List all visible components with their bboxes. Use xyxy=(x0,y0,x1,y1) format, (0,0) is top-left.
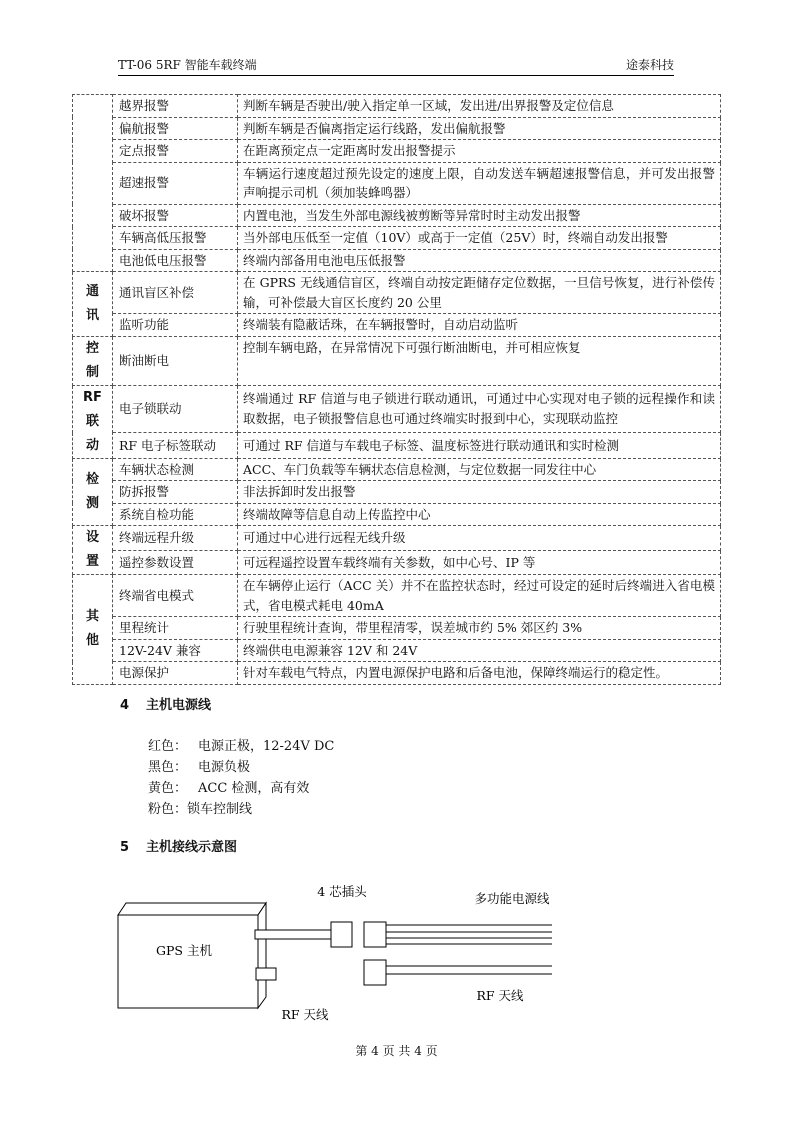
category-char: 置 xyxy=(85,554,99,569)
category-char: 控 xyxy=(85,340,99,356)
feature-desc: 在车辆停止运行（ACC 关）并不在监控状态时，经过可设定的延时后终端进入省电模式，省电模式耗电 40mA xyxy=(238,575,721,617)
wire-label: 黄色： xyxy=(148,781,188,796)
feature-desc: 车辆运行速度超过预先设定的速度上限，自动发送车辆超速报警信息，并可发出报警声响提示司机（须加装蜂鸣器） xyxy=(238,162,721,204)
connector-label: 4 芯插头 xyxy=(317,884,367,899)
feature-desc: 非法拆卸时发出报警 xyxy=(238,481,721,504)
feature-name: 超速报警 xyxy=(113,162,238,204)
category-char: 动 xyxy=(85,437,99,453)
feature-name: 遥控参数设置 xyxy=(113,550,238,575)
host-connector-cable xyxy=(255,930,331,939)
category-char: 通 xyxy=(85,283,99,299)
feature-desc: 当外部电压低至一定值（10V）或高于一定值（25V）时，终端自动发出报警 xyxy=(238,227,721,250)
feature-name: 终端远程升级 xyxy=(113,526,238,551)
header-company-name: 途泰科技 xyxy=(625,58,674,72)
feature-name: 里程统计 xyxy=(113,617,238,640)
feature-desc: 终端供电电源兼容 12V 和 24V xyxy=(238,639,721,662)
rf-antenna-port xyxy=(256,968,276,980)
feature-name: 电源保护 xyxy=(113,662,238,685)
section-number: 4 xyxy=(120,698,130,713)
category-char: RF xyxy=(83,389,102,405)
plug-female xyxy=(364,922,386,947)
feature-desc: 在距离预定点一定距离时发出报警提示 xyxy=(238,140,721,163)
feature-name: 偏航报警 xyxy=(113,117,238,140)
wire-label: 红色： xyxy=(148,739,188,754)
host-box-side xyxy=(258,903,266,1008)
page-footer: 第 4 页 共 4 页 xyxy=(355,1044,438,1058)
feature-name: 电子锁联动 xyxy=(113,385,238,433)
feature-desc: 判断车辆是否驶出/驶入指定单一区域，发出进/出界报警及定位信息 xyxy=(238,95,721,118)
feature-name: 系统自检功能 xyxy=(113,503,238,526)
feature-desc: 控制车辆电路，在异常情况下可强行断油断电，并可相应恢复 xyxy=(238,336,721,385)
wire-label: 黑色： xyxy=(148,760,188,775)
feature-name: 通讯盲区补偿 xyxy=(113,272,238,314)
feature-name: 断油断电 xyxy=(113,336,238,385)
category-char: 测 xyxy=(85,495,99,511)
feature-desc: 行驶里程统计查询，带里程清零，误差城市约 5% 郊区约 3% xyxy=(238,617,721,640)
feature-desc: 可通过 RF 信道与车载电子标签、温度标签进行联动通讯和实时检测 xyxy=(238,433,721,458)
category-char: 他 xyxy=(85,633,99,649)
category-char: 检 xyxy=(85,471,99,487)
category-char: 制 xyxy=(85,364,99,380)
feature-name: 终端省电模式 xyxy=(113,575,238,617)
power-cable-label: 多功能电源线 xyxy=(474,891,550,906)
section-title: 主机接线示意图 xyxy=(146,840,238,855)
host-box-top xyxy=(118,903,266,915)
feature-name: 12V-24V 兼容 xyxy=(113,639,238,662)
rf-antenna-label-left: RF 天线 xyxy=(281,1007,329,1022)
rf-antenna-label-right: RF 天线 xyxy=(476,988,524,1003)
category-char: 设 xyxy=(85,530,99,545)
section-number: 5 xyxy=(120,840,130,855)
wire-value: 锁车控制线 xyxy=(187,802,253,817)
category-char: 联 xyxy=(85,413,99,429)
feature-desc: 终端装有隐蔽话珠，在车辆报警时，自动启动监听 xyxy=(238,314,721,337)
header-product-name: TT-06 5RF 智能车载终端 xyxy=(118,58,257,72)
feature-desc: 可通过中心进行远程无线升级 xyxy=(238,526,721,551)
feature-desc: 针对车载电气特点，内置电源保护电路和后备电池，保障终端运行的稳定性。 xyxy=(238,662,721,685)
wire-value: ACC 检测，高有效 xyxy=(198,781,310,796)
feature-name: 定点报警 xyxy=(113,140,238,163)
feature-desc: ACC、车门负载等车辆状态信息检测，与定位数据一同发往中心 xyxy=(238,458,721,481)
feature-name: 车辆状态检测 xyxy=(113,458,238,481)
feature-name: RF 电子标签联动 xyxy=(113,433,238,458)
feature-desc: 判断车辆是否偏离指定运行线路，发出偏航报警 xyxy=(238,117,721,140)
feature-name: 车辆高低压报警 xyxy=(113,227,238,250)
gps-host-box xyxy=(118,915,258,1008)
wire-label: 粉色： xyxy=(148,802,188,817)
category-char: 讯 xyxy=(85,307,99,323)
plug-male xyxy=(331,922,352,947)
feature-name: 破坏报警 xyxy=(113,204,238,227)
feature-name: 监听功能 xyxy=(113,314,238,337)
wire-value: 电源负极 xyxy=(198,760,251,775)
rf-cable-plug xyxy=(364,960,386,985)
section-title: 主机电源线 xyxy=(146,698,212,713)
feature-desc: 内置电池，当发生外部电源线被剪断等异常时时主动发出报警 xyxy=(238,204,721,227)
feature-name: 电池低电压报警 xyxy=(113,249,238,272)
category-char: 其 xyxy=(85,609,99,625)
wire-value: 电源正极，12-24V DC xyxy=(198,739,335,754)
feature-desc: 可远程遥控设置车载终端有关参数，如中心号、IP 等 xyxy=(238,550,721,575)
feature-name: 越界报警 xyxy=(113,95,238,118)
feature-desc: 终端故障等信息自动上传监控中心 xyxy=(238,503,721,526)
gps-host-label: GPS 主机 xyxy=(156,943,212,958)
feature-desc: 终端通过 RF 信道与电子锁进行联动通讯，可通过中心实现对电子锁的远程操作和读取数据，电子锁报警信息也可通过终端实时报到中心，实现联动监控 xyxy=(238,385,721,433)
feature-name: 防拆报警 xyxy=(113,481,238,504)
feature-desc: 在 GPRS 无线通信盲区，终端自动按定距储存定位数据，一旦信号恢复，进行补偿传输，可补偿最大盲区长度约 20 公里 xyxy=(238,272,721,314)
feature-desc: 终端内部备用电池电压低报警 xyxy=(238,249,721,272)
